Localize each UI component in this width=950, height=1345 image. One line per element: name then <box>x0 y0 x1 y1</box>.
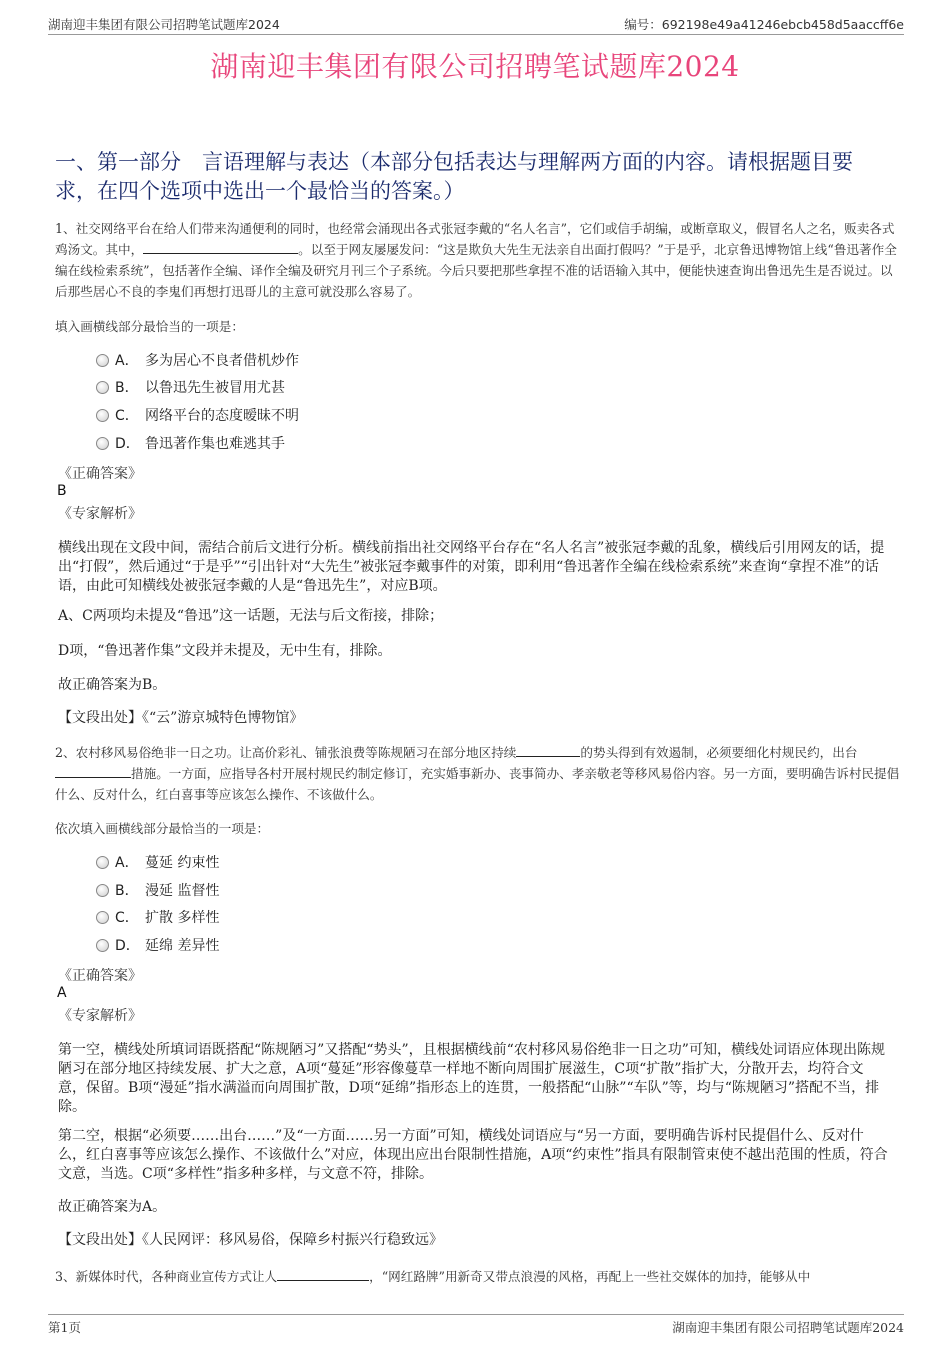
option-text: 鲁迅著作集也难逃其手 <box>145 436 285 452</box>
q2-option-c[interactable] <box>96 907 219 927</box>
header-title: 湖南迎丰集团有限公司招聘笔试题库2024 <box>48 17 280 32</box>
option-text: 漫延 监督性 <box>145 883 220 899</box>
option-letter: A． <box>115 353 139 369</box>
page-footer <box>48 1314 904 1333</box>
question-1-text <box>55 218 905 302</box>
q2-analysis-paragraph: 故正确答案为A。 <box>58 1199 167 1215</box>
q1-analysis-label: 《专家解析》 <box>58 506 142 522</box>
q2-option-d[interactable] <box>96 935 219 955</box>
q3-text-part-a: 3、新媒体时代，各种商业宣传方式让人 <box>55 1269 278 1284</box>
q1-answer-label: 《正确答案》 <box>58 466 142 482</box>
q1-text-part-a: 1、社交网络平台在给人们带来沟通便利的同时，也经常会涌现出各式张冠李戴的“名人名言”，它们或信手胡编，或断章取义，假冒名人之名，贩卖各式鸡汤文。其中， <box>55 221 895 257</box>
q2-answer: A <box>57 985 67 1001</box>
option-text: 多为居心不良者借机炒作 <box>145 353 299 369</box>
q1-source: 【文段出处】《“云”游京城特色博物馆》 <box>58 710 304 726</box>
option-text: 扩散 多样性 <box>145 910 220 926</box>
q2-text-part-c: 措施。一方面，应指导各村开展村规民约制定修订，充实婚事新办、丧事简办、孝亲敬老等移风易俗内容。另一方面，要明确告诉村民提倡什么、反对什么，红白喜事等应该怎么操作、不该做什么。 <box>55 766 900 802</box>
q1-prompt: 填入画横线部分最恰当的一项是： <box>55 319 244 334</box>
q2-analysis-paragraph: 第一空，横线处所填词语既搭配“陈规陋习”又搭配“势头”，且根据横线前“农村移风易俗绝非一日之功”可知，横线处词语应体现出陈规陋习在部分地区持续发展、扩大之意，A项“蔓延”形容像蔓草一样地不断向周围扩展滋生，C项“扩散”指扩大，分散开去，均符合文意，保留。B项“漫延”指水满溢而向周围扩散，D项“延绵”指形态上的连贯，一般搭配“山脉”“车队”等，均与“陈规陋习”搭配不当，排除。 <box>58 1042 885 1115</box>
option-letter: C． <box>115 408 139 424</box>
radio-icon[interactable] <box>96 381 109 394</box>
question-2-text <box>55 742 905 805</box>
option-letter: B． <box>115 883 139 899</box>
q2-text-part-b: 的势头得到有效遏制，必须要细化村规民约，出台 <box>580 745 858 760</box>
q1-analysis-paragraph: D项，“鲁迅著作集”文段并未提及，无中生有，排除。 <box>58 643 392 659</box>
q1-option-d[interactable] <box>96 433 285 453</box>
section-heading: 一、第一部分 言语理解与表达（本部分包括表达与理解两方面的内容。请根据题目要求，在四个选项中选出一个最恰当的答案。） <box>55 150 853 203</box>
q2-blank-1 <box>516 743 580 757</box>
page-header <box>48 12 904 35</box>
q1-analysis-paragraph: 故正确答案为B。 <box>58 677 167 693</box>
q1-blank <box>143 240 298 254</box>
option-text: 蔓延 约束性 <box>145 855 220 871</box>
q2-analysis-label: 《专家解析》 <box>58 1008 142 1024</box>
q2-option-a[interactable] <box>96 852 219 872</box>
page-title: 湖南迎丰集团有限公司招聘笔试题库2024 <box>210 50 740 83</box>
q1-answer: B <box>57 483 67 499</box>
option-letter: D． <box>115 436 140 452</box>
q3-blank <box>277 1267 369 1281</box>
radio-icon[interactable] <box>96 884 109 897</box>
radio-icon[interactable] <box>96 409 109 422</box>
q1-option-c[interactable] <box>96 405 299 425</box>
q2-source: 【文段出处】《人民网评：移风易俗，保障乡村振兴行稳致远》 <box>58 1232 443 1248</box>
q1-text-part-b: 。以至于网友屡屡发问：“这是欺负大先生无法亲自出面打假吗？”于是乎，北京鲁迅博物馆上线“鲁迅著作全编在线检索系统”，包括著作全编、译作全编及研究月刊三个子系统。今后只要把那些拿捏不准的话语输入其中，便能快速查询出鲁迅先生是否说过。以后那些居心不良的李鬼们再想打迅哥儿的主意可就没那么容易了。 <box>55 242 897 299</box>
option-letter: C． <box>115 910 139 926</box>
q2-text-part-a: 2、农村移风易俗绝非一日之功。让高价彩礼、铺张浪费等陈规陋习在部分地区持续 <box>55 745 517 760</box>
document-code: 编号：692198e49a41246ebcb458d5aaccff6e <box>624 17 904 32</box>
option-letter: B． <box>115 380 139 396</box>
q1-analysis-paragraph: A、C两项均未提及“鲁迅”这一话题，无法与后文衔接，排除； <box>58 608 444 624</box>
radio-icon[interactable] <box>96 856 109 869</box>
question-3-text <box>55 1266 905 1287</box>
q2-blank-2 <box>55 764 131 778</box>
radio-icon[interactable] <box>96 911 109 924</box>
radio-icon[interactable] <box>96 437 109 450</box>
radio-icon[interactable] <box>96 354 109 367</box>
option-text: 延绵 差异性 <box>145 938 220 954</box>
q2-prompt: 依次填入画横线部分最恰当的一项是： <box>55 821 270 836</box>
q1-analysis-paragraph: 横线出现在文段中间，需结合前后文进行分析。横线前指出社交网络平台存在“名人名言”被张冠李戴的乱象，横线后引用网友的话，提出“打假”，然后通过“于是乎”“引出针对“大先生”被张冠李戴事件的对策，即利用“鲁迅著作全编在线检索系统”来查询“拿捏不准”的话语，由此可知横线处被张冠李戴的人是“鲁迅先生”，对应B项。 <box>58 540 885 594</box>
q1-option-b[interactable] <box>96 377 285 397</box>
q2-option-b[interactable] <box>96 880 219 900</box>
option-text: 网络平台的态度暧昧不明 <box>145 408 299 424</box>
footer-title: 湖南迎丰集团有限公司招聘笔试题库2024 <box>672 1320 904 1335</box>
q2-analysis-paragraph: 第二空，根据“必须要……出台……”及“一方面……另一方面”可知，横线处词语应与“另一方面，要明确告诉村民提倡什么、反对什么，红白喜事等应该怎么操作、不该做什么”对应，体现出应出台限制性措施，A项“约束性”指具有限制管束使不越出范围的性质，符合文意，当选。C项“多样性”指多种多样，与文意不符，排除。 <box>58 1128 888 1182</box>
radio-icon[interactable] <box>96 939 109 952</box>
option-letter: A． <box>115 855 139 871</box>
q2-answer-label: 《正确答案》 <box>58 968 142 984</box>
option-letter: D． <box>115 938 140 954</box>
page-number: 第1页 <box>48 1320 81 1335</box>
option-text: 以鲁迅先生被冒用尤甚 <box>145 380 285 396</box>
q3-text-part-b: ，“网红路牌”用新奇又带点浪漫的风格，再配上一些社交媒体的加持，能够从中 <box>369 1269 811 1284</box>
q1-option-a[interactable] <box>96 350 299 370</box>
